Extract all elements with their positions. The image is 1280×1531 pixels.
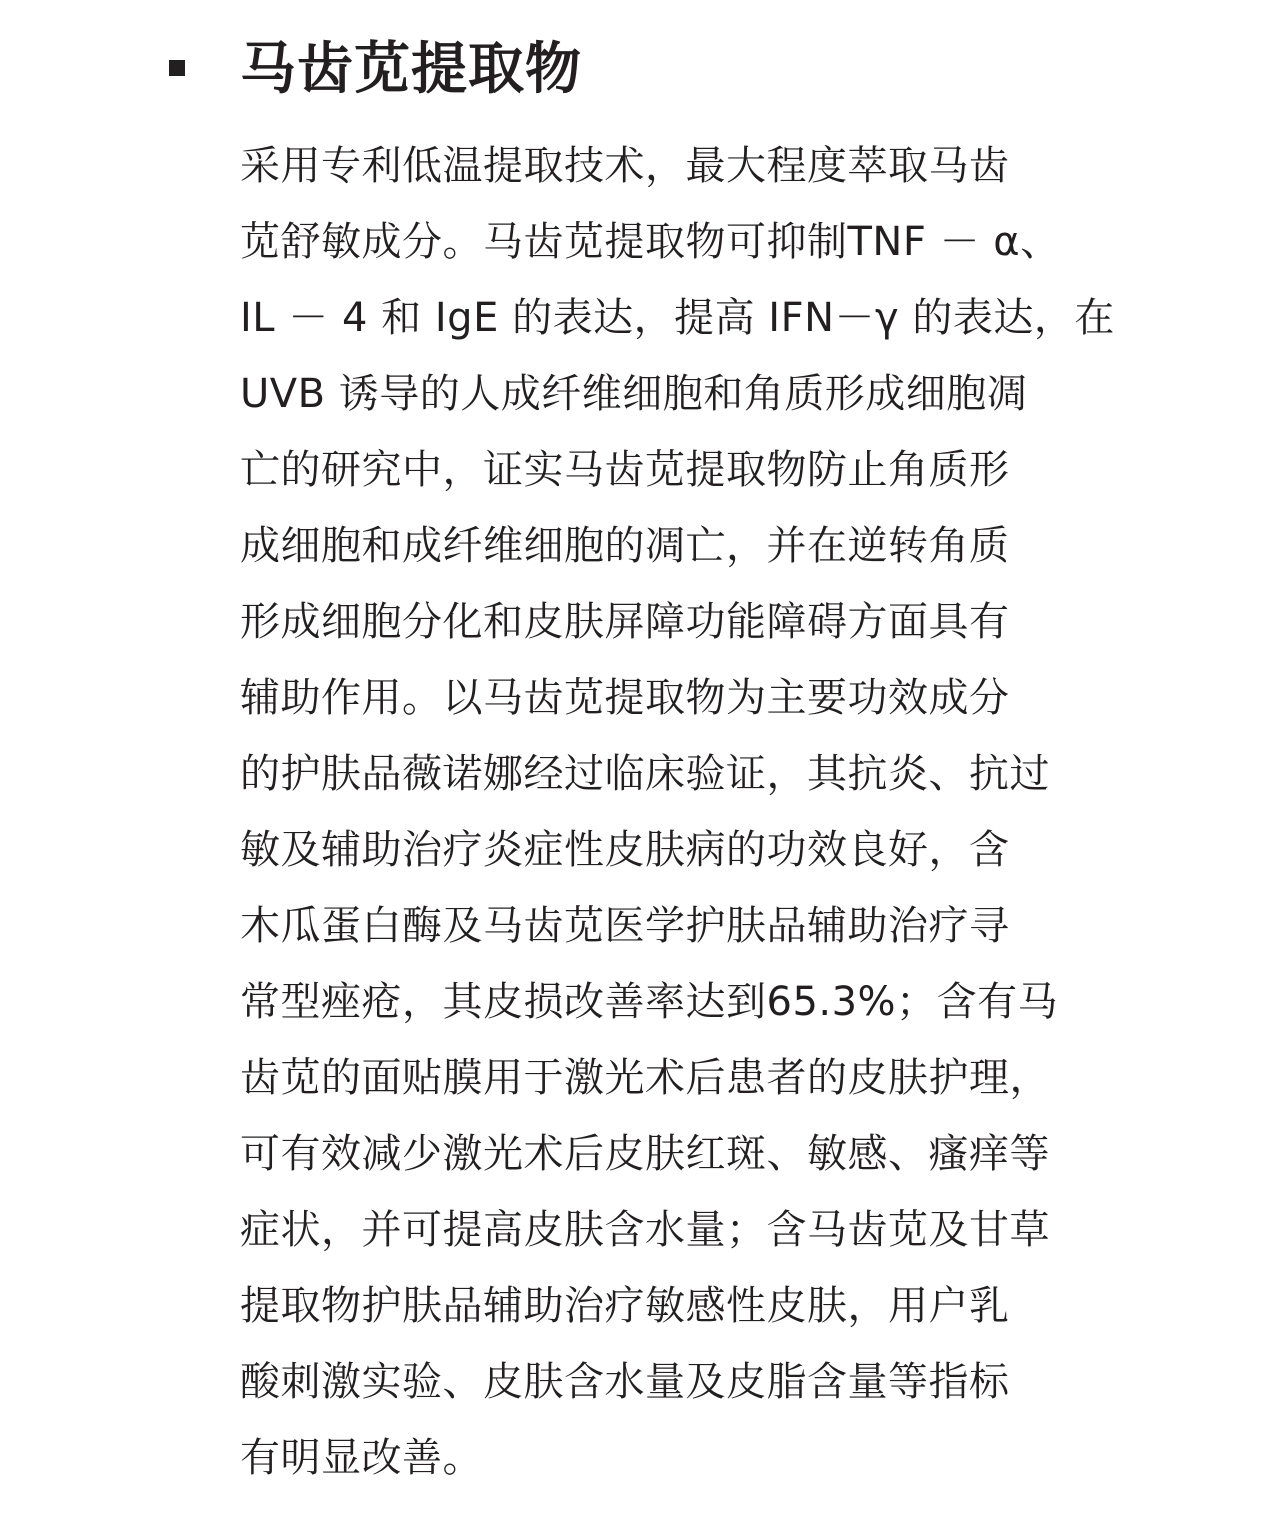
text-line: 症状，并可提高皮肤含水量；含马齿苋及甘草 [240, 1207, 1050, 1253]
section-title: 马齿苋提取物 [240, 37, 582, 102]
text-line: 苋舒敏成分。马齿苋提取物可抑制TNF － α、 [240, 219, 1061, 265]
text-line: IL － 4 和 IgE 的表达，提高 IFN－γ 的表达，在 [240, 295, 1115, 341]
text-line: 齿苋的面贴膜用于激光术后患者的皮肤护理， [240, 1055, 1050, 1101]
body-paragraph [240, 128, 1140, 1496]
text-line: 有明显改善。 [240, 1435, 483, 1481]
text-line: 提取物护肤品辅助治疗敏感性皮肤，用户乳 [240, 1283, 1010, 1329]
text-line: 敏及辅助治疗炎症性皮肤病的功效良好，含 [240, 827, 1010, 873]
text-line: 木瓜蛋白酶及马齿苋医学护肤品辅助治疗寻 [240, 903, 1010, 949]
text-line: 酸刺激实验、皮肤含水量及皮脂含量等指标 [240, 1359, 1010, 1405]
text-line: 成细胞和成纤维细胞的凋亡，并在逆转角质 [240, 523, 1010, 569]
text-line: 采用专利低温提取技术，最大程度萃取马齿 [240, 143, 1010, 189]
bullet-square-icon [169, 60, 185, 76]
text-line: 的护肤品薇诺娜经过临床验证，其抗炎、抗过 [240, 751, 1050, 797]
text-line: 辅助作用。以马齿苋提取物为主要功效成分 [240, 675, 1010, 721]
text-line: 可有效减少激光术后皮肤红斑、敏感、瘙痒等 [240, 1131, 1050, 1177]
text-line: 常型痤疮，其皮损改善率达到65.3%；含有马 [240, 979, 1059, 1025]
text-line: 形成细胞分化和皮肤屏障功能障碍方面具有 [240, 599, 1010, 645]
text-line: 亡的研究中，证实马齿苋提取物防止角质形 [240, 447, 1010, 493]
text-line: UVB 诱导的人成纤维细胞和角质形成细胞凋 [240, 371, 1028, 417]
